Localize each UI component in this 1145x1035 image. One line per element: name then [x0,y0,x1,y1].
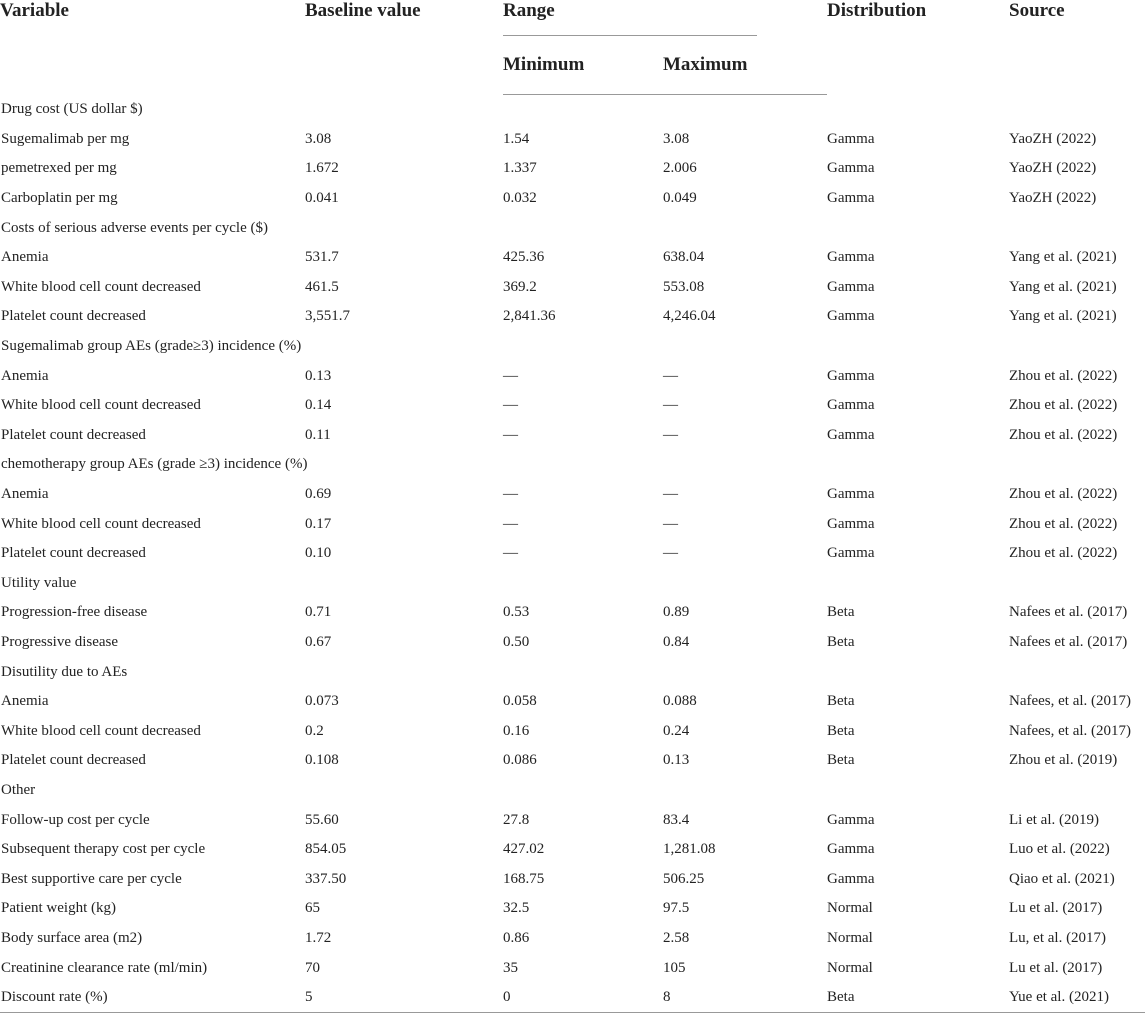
cell-min: 0 [503,983,663,1013]
cell-baseline: 0.10 [305,545,332,562]
cell-source [1009,569,1145,599]
cell-baseline [305,95,503,125]
cell-baseline: 0.2 [305,722,324,739]
cell-max: 0.84 [663,633,690,650]
table-row [0,509,1145,539]
cell-max: 4,246.04 [663,308,716,325]
cell-max: 0.088 [663,693,697,710]
cell-distribution: Gamma [827,130,875,147]
table-row [0,953,1145,983]
cell-source: Zhou et al. (2022) [1009,515,1118,532]
cell-min: — [503,545,518,562]
cell-distribution: Normal [827,929,873,946]
cell-max: 105 [663,959,686,976]
cell-baseline: 3,551.7 [305,308,350,325]
cell-min [503,95,663,125]
cell-baseline: 5 [305,983,503,1013]
cell-max: 83.4 [663,811,690,828]
cell-baseline: 1.72 [305,929,332,946]
cell-source: Nafees et al. (2017) [1009,604,1128,621]
cell-source: Nafees, et al. (2017) [1009,722,1132,739]
cell-variable: Sugemalimab group AEs (grade≥3) incidence (%) [1,338,302,355]
cell-min: 35 [503,959,518,976]
cell-min: 427.02 [503,841,545,858]
cell-variable: Progressive disease [1,633,119,650]
cell-min [503,657,663,687]
cell-variable: Anemia [1,693,49,710]
table-row [0,421,1145,451]
cell-baseline [305,776,503,806]
cell-variable: chemotherapy group AEs (grade ≥3) incidence (%) [1,456,308,473]
cell-source: Zhou et al. (2022) [1009,545,1118,562]
cell-distribution [827,450,1009,480]
cell-min [503,450,663,480]
header-baseline: Baseline value [305,0,421,21]
cell-distribution: Gamma [827,278,875,295]
cell-distribution: Beta [827,983,1009,1013]
cell-min: 425.36 [503,249,545,266]
cell-source: Yang et al. (2021) [1009,278,1117,295]
table-row [0,657,1145,687]
cell-max [663,569,827,599]
cell-variable: Platelet count decreased [1,426,146,443]
table-row [0,391,1145,421]
cell-source: Zhou et al. (2022) [1009,397,1118,414]
cell-baseline: 0.69 [305,486,332,503]
table-row [0,805,1145,835]
table-row [0,983,1145,1013]
cell-max: 0.89 [663,604,690,621]
cell-max [663,450,827,480]
cell-baseline [305,657,503,687]
cell-source [1009,657,1145,687]
table-row [0,598,1145,628]
cell-min [503,569,663,599]
table-row [0,332,1145,362]
cell-min: 0.50 [503,633,530,650]
cell-min: 0.16 [503,722,530,739]
cell-max: — [663,515,678,532]
cell-max: 638.04 [663,249,705,266]
cell-distribution: Gamma [827,545,875,562]
cell-max: 553.08 [663,278,705,295]
cell-source: Nafees, et al. (2017) [1009,693,1132,710]
cell-baseline: 0.13 [305,367,332,384]
cell-max: 0.049 [663,190,697,207]
table-row [0,716,1145,746]
header-maximum: Maximum [663,36,827,95]
table-row [0,687,1145,717]
table-row [0,480,1145,510]
cell-source: Yang et al. (2021) [1009,308,1117,325]
cell-source: Zhou et al. (2019) [1009,752,1118,769]
cell-distribution: Beta [827,693,855,710]
cell-min [503,332,663,362]
cell-min: 0.032 [503,190,537,207]
table-row [0,835,1145,865]
cell-baseline: 70 [305,959,320,976]
cell-distribution [827,95,1009,125]
cell-variable: Platelet count decreased [1,308,146,325]
header-source: Source [1009,0,1065,21]
cell-distribution: Gamma [827,367,875,384]
cell-baseline: 531.7 [305,249,339,266]
cell-variable: Follow-up cost per cycle [1,811,150,828]
cell-baseline: 0.041 [305,190,339,207]
cell-distribution: Gamma [827,397,875,414]
cell-source: Nafees et al. (2017) [1009,633,1128,650]
cell-baseline: 3.08 [305,130,332,147]
header-distribution: Distribution [827,0,927,21]
cell-distribution: Gamma [827,426,875,443]
cell-max: 8 [663,983,827,1013]
cell-variable: White blood cell count decreased [1,278,201,295]
table-row [0,243,1145,273]
cell-min: 0.058 [503,693,537,710]
cell-variable: Carboplatin per mg [1,190,118,207]
table-row [0,302,1145,332]
cell-variable: Other [1,781,36,798]
cell-source: Yue et al. (2021) [1009,983,1145,1013]
table-row [0,539,1145,569]
cell-baseline: 0.108 [305,752,339,769]
cell-min: — [503,397,518,414]
cell-distribution: Gamma [827,249,875,266]
table-row [0,213,1145,243]
cell-variable: Disutility due to AEs [1,663,128,680]
table-row [0,450,1145,480]
cell-distribution [827,213,1009,243]
cell-baseline [305,213,503,243]
cell-distribution: Gamma [827,308,875,325]
cell-baseline: 55.60 [305,811,339,828]
table-row [0,569,1145,599]
cell-min: 32.5 [503,900,530,917]
cell-source: Qiao et al. (2021) [1009,870,1115,887]
cell-distribution: Gamma [827,160,875,177]
table-row [0,864,1145,894]
cell-distribution: Gamma [827,515,875,532]
cell-distribution [827,332,1009,362]
table-row [0,628,1145,658]
cell-baseline: 0.67 [305,633,332,650]
cell-variable: Patient weight (kg) [1,900,116,917]
table-row [0,361,1145,391]
cell-source: Zhou et al. (2022) [1009,367,1118,384]
cell-distribution [827,657,1009,687]
cell-max: 0.24 [663,722,690,739]
cell-distribution: Gamma [827,870,875,887]
cell-source: YaoZH (2022) [1009,160,1097,177]
cell-min [503,213,663,243]
cell-variable: pemetrexed per mg [1,160,117,177]
cell-max: 1,281.08 [663,841,716,858]
cell-max [663,657,827,687]
cell-max: 0.13 [663,752,690,769]
cell-distribution: Gamma [827,190,875,207]
cell-min: — [503,367,518,384]
cell-distribution: Gamma [827,486,875,503]
cell-baseline: 337.50 [305,870,347,887]
cell-variable: Platelet count decreased [1,545,146,562]
cell-source: Lu et al. (2017) [1009,959,1103,976]
cell-variable: Best supportive care per cycle [1,870,182,887]
table-row [0,154,1145,184]
cell-distribution [827,569,1009,599]
cell-min: 1.337 [503,160,537,177]
cell-variable: Anemia [1,486,49,503]
cell-source: Luo et al. (2022) [1009,841,1110,858]
cell-distribution: Beta [827,633,855,650]
cell-max: 506.25 [663,870,705,887]
cell-source: Zhou et al. (2022) [1009,486,1118,503]
cell-distribution: Normal [827,900,873,917]
cell-min: 0.86 [503,929,530,946]
cell-distribution: Beta [827,604,855,621]
cell-baseline: 0.11 [305,426,331,443]
cell-source [1009,95,1145,125]
cell-min: 1.54 [503,130,530,147]
cell-baseline [305,450,503,480]
cell-baseline: 0.71 [305,604,332,621]
cell-variable: Creatinine clearance rate (ml/min) [1,959,208,976]
cell-variable: White blood cell count decreased [1,722,201,739]
cell-source [1009,213,1145,243]
cell-source [1009,776,1145,806]
cell-variable: Utility value [1,574,77,591]
cell-variable: Discount rate (%) [0,983,305,1013]
cell-min: 27.8 [503,811,530,828]
cell-distribution: Normal [827,959,873,976]
cell-baseline: 0.14 [305,397,332,414]
cell-baseline: 461.5 [305,278,339,295]
cell-max: 2.006 [663,160,697,177]
range-label: Range [503,0,757,36]
cell-variable: Subsequent therapy cost per cycle [1,841,206,858]
cell-source: Li et al. (2019) [1009,811,1099,828]
table-row [0,924,1145,954]
cell-max: 2.58 [663,929,690,946]
cell-distribution [827,776,1009,806]
cell-distribution: Beta [827,722,855,739]
cell-variable: White blood cell count decreased [1,397,201,414]
cell-min: 168.75 [503,870,545,887]
cell-max: 3.08 [663,130,690,147]
cell-source: Lu, et al. (2017) [1009,929,1107,946]
cell-source: Lu et al. (2017) [1009,900,1103,917]
table-header [0,0,1145,95]
cell-distribution: Beta [827,752,855,769]
cell-variable: Anemia [1,367,49,384]
cell-source: YaoZH (2022) [1009,190,1097,207]
cell-source: Zhou et al. (2022) [1009,426,1118,443]
cell-max: — [663,426,678,443]
cell-variable: Costs of serious adverse events per cycle ($) [1,219,268,236]
cell-max: — [663,486,678,503]
cell-max: — [663,397,678,414]
cell-source: Yang et al. (2021) [1009,249,1117,266]
cell-baseline: 1.672 [305,160,339,177]
cell-variable: Platelet count decreased [1,752,146,769]
cell-baseline: 0.073 [305,693,339,710]
cell-variable: Anemia [1,249,49,266]
cell-distribution: Gamma [827,811,875,828]
cell-max [663,95,827,125]
cell-variable: Progression-free disease [1,604,148,621]
cell-min: — [503,486,518,503]
header-minimum: Minimum [503,36,663,95]
cell-max [663,332,827,362]
cell-baseline: 0.17 [305,515,332,532]
cell-max: — [663,545,678,562]
table-row [0,746,1145,776]
cell-baseline: 854.05 [305,841,347,858]
cell-min: 2,841.36 [503,308,556,325]
cell-max [663,213,827,243]
cell-baseline: 65 [305,900,320,917]
table-body [0,95,1145,1013]
cell-variable: Sugemalimab per mg [1,130,130,147]
cell-min: 0.086 [503,752,537,769]
table-row [0,125,1145,155]
header-range [503,0,827,36]
cell-variable: White blood cell count decreased [1,515,201,532]
cell-max: 97.5 [663,900,690,917]
cell-baseline [305,332,503,362]
cell-min: 369.2 [503,278,537,295]
cell-max: — [663,367,678,384]
cell-min: — [503,515,518,532]
cell-min: 0.53 [503,604,530,621]
cell-baseline [305,569,503,599]
table-row [0,95,1145,125]
header-variable: Variable [0,0,69,21]
cell-distribution: Gamma [827,841,875,858]
table-row [0,776,1145,806]
table-row [0,184,1145,214]
cell-source [1009,450,1145,480]
cell-max [663,776,827,806]
table-row [0,894,1145,924]
cell-variable: Drug cost (US dollar $) [1,101,143,118]
cell-min [503,776,663,806]
cell-source [1009,332,1145,362]
cell-variable: Body surface area (m2) [1,929,143,946]
cell-source: YaoZH (2022) [1009,130,1097,147]
table-row [0,273,1145,303]
cell-min: — [503,426,518,443]
